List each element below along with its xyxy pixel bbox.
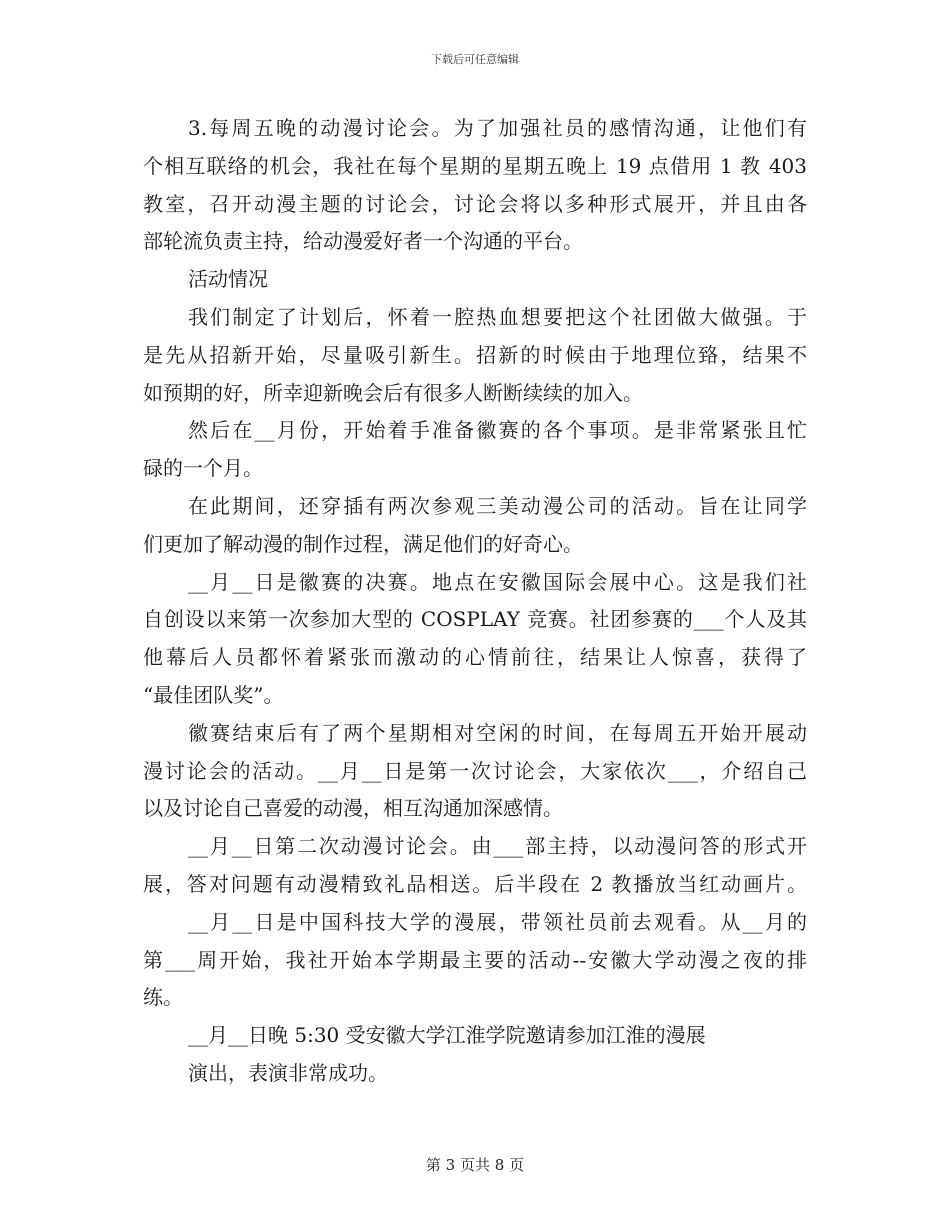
body-line: 展，答对问题有动漫精致礼品相送。后半段在 2 教播放当红动画片。	[143, 871, 807, 896]
body-line: 活动情况	[188, 267, 268, 292]
body-line: 部轮流负责主持，给动漫爱好者一个沟通的平台。	[143, 229, 583, 254]
page-header: 下载后可任意编辑	[431, 53, 519, 66]
body-line: 以及讨论自己喜爱的动漫，相互沟通加深感情。	[143, 796, 563, 821]
body-line: 徽赛结束后有了两个星期相对空闲的时间，在每周五开始开展动	[188, 720, 807, 745]
body-line: 练。	[143, 985, 183, 1010]
body-line: 教室，召开动漫主题的讨论会，讨论会将以多种形式展开，并且由各	[143, 191, 807, 216]
body-line: __月__日晚 5:30 受安徽大学江淮学院邀请参加江淮的漫展	[188, 1023, 706, 1048]
body-line: 3.每周五晚的动漫讨论会。为了加强社员的感情沟通，让他们有	[188, 116, 807, 140]
body-line: 们更加了解动漫的制作过程，满足他们的好奇心。	[143, 531, 583, 556]
body-line: __月__日是徽赛的决赛。地点在安徽国际会展中心。这是我们社	[188, 569, 807, 594]
page-number: 第 3 页共 8 页	[425, 1156, 525, 1174]
body-line: 是先从招新开始，尽量吸引新生。招新的时候由于地理位臵，结果不	[143, 342, 807, 367]
body-line: 然后在__月份，开始着手准备徽赛的各个事项。是非常紧张且忙	[188, 418, 807, 443]
body-line: 我们制定了计划后，怀着一腔热血想要把这个社团做大做强。于	[188, 304, 807, 329]
body-line: 第___周开始，我社开始本学期最主要的活动--安徽大学动漫之夜的排	[143, 947, 807, 972]
body-line: __月__日第二次动漫讨论会。由___部主持，以动漫问答的形式开	[188, 834, 807, 859]
body-line: 个相互联络的机会，我社在每个星期的星期五晚上 19 点借用 1 教 403	[143, 153, 807, 178]
body-line: 他幕后人员都怀着紧张而激动的心情前往，结果让人惊喜，获得了	[143, 645, 807, 670]
body-line: 碌的一个月。	[143, 456, 263, 481]
body-line: 演出，表演非常成功。	[188, 1060, 388, 1085]
body-line: 如预期的好，所幸迎新晚会后有很多人断断续续的加入。	[143, 380, 643, 405]
body-line: 自创设以来第一次参加大型的 COSPLAY 竞赛。社团参赛的___个人及其	[143, 607, 807, 632]
body-line: 在此期间，还穿插有两次参观三美动漫公司的活动。旨在让同学	[188, 493, 807, 518]
body-line: 漫讨论会的活动。__月__日是第一次讨论会，大家依次___，介绍自己	[143, 758, 807, 783]
document-body	[143, 110, 807, 1093]
body-line: “最佳团队奖”。	[143, 682, 284, 707]
body-line: __月__日是中国科技大学的漫展，带领社员前去观看。从__月的	[188, 909, 807, 934]
